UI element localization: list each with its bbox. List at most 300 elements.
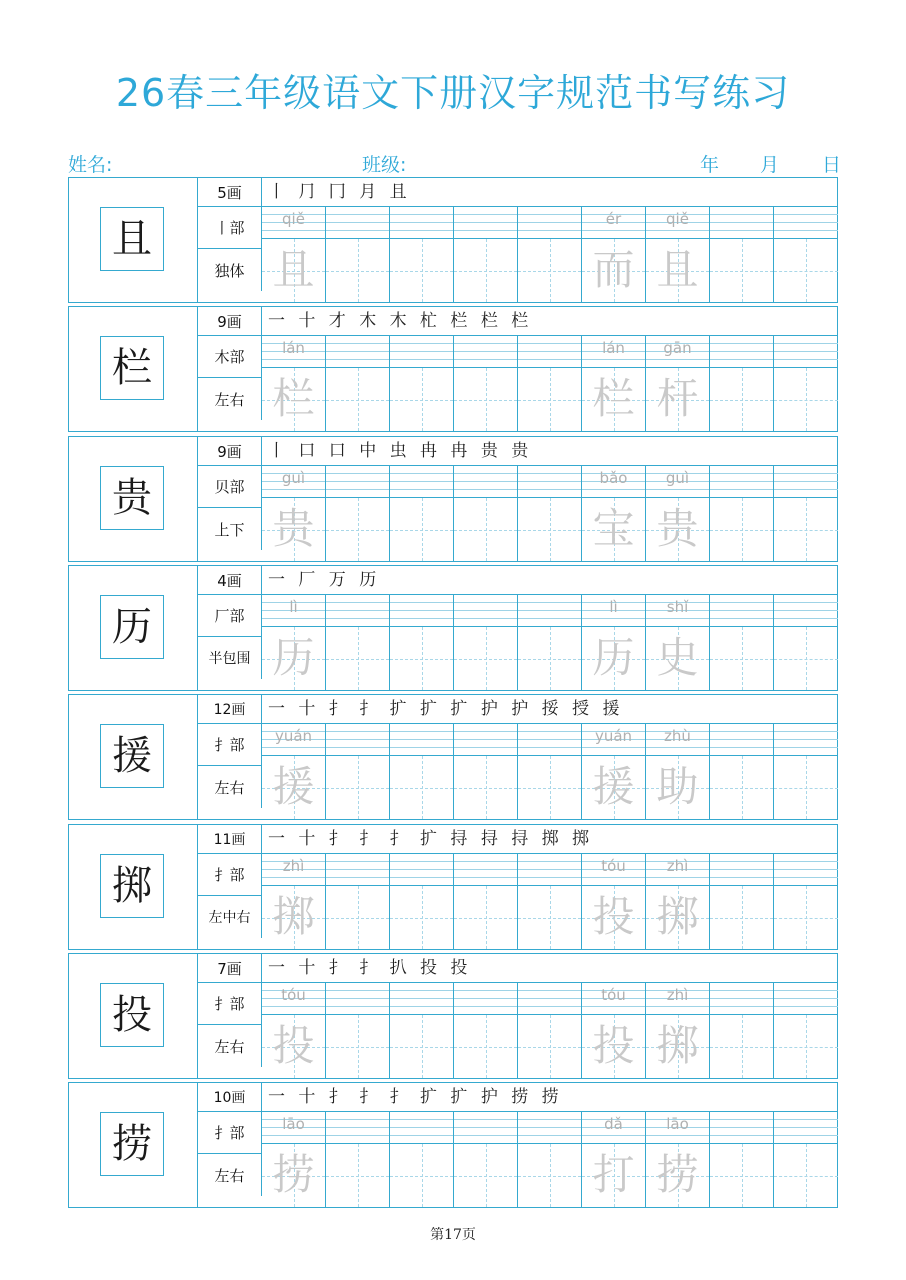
tian-grid — [454, 756, 517, 819]
tian-grid — [710, 368, 773, 431]
tian-grid — [646, 498, 709, 561]
pinyin-lines — [454, 724, 517, 756]
stroke-count: 7画 — [198, 954, 262, 983]
tian-grid — [326, 1015, 389, 1078]
writing-cell[interactable] — [454, 1112, 518, 1207]
pinyin-lines — [454, 466, 517, 498]
pinyin-lines — [774, 207, 838, 239]
pinyin-lines — [582, 207, 645, 239]
pinyin-lines — [582, 595, 645, 627]
pinyin-lines — [390, 1112, 453, 1144]
tian-grid — [774, 627, 838, 690]
tian-grid — [518, 627, 581, 690]
stroke-count: 4画 — [198, 566, 262, 595]
pinyin-lines — [774, 983, 838, 1015]
tian-grid — [518, 1144, 581, 1207]
tian-grid — [774, 368, 838, 431]
writing-cell[interactable] — [262, 854, 326, 949]
writing-cell[interactable] — [390, 983, 454, 1078]
tian-grid — [774, 886, 838, 949]
model-character: 且 — [100, 207, 164, 271]
pinyin-lines — [454, 854, 517, 886]
class-label: 班级: — [362, 154, 407, 176]
writing-grid — [262, 854, 837, 949]
pinyin-text: lì — [609, 598, 618, 616]
model-character: 贵 — [100, 466, 164, 530]
writing-cell[interactable] — [390, 724, 454, 819]
pinyin-lines — [518, 336, 581, 368]
trace-character: 投 — [272, 1021, 315, 1070]
tian-grid — [646, 1015, 709, 1078]
tian-grid — [454, 239, 517, 302]
pinyin-lines — [582, 854, 645, 886]
trace-character — [710, 498, 773, 561]
writing-cell[interactable] — [710, 724, 774, 819]
writing-cell[interactable] — [390, 595, 454, 690]
writing-cell[interactable] — [262, 1112, 326, 1207]
trace-character: 投 — [592, 892, 635, 941]
pinyin-lines — [262, 1112, 325, 1144]
writing-cell[interactable] — [646, 466, 710, 561]
writing-cell[interactable] — [326, 1112, 390, 1207]
structure-label: 左右 — [198, 766, 262, 808]
model-character: 掷 — [100, 854, 164, 918]
trace-character: 宝 — [592, 504, 635, 553]
writing-cell[interactable] — [710, 595, 774, 690]
trace-character — [326, 368, 389, 431]
trace-character: 历 — [272, 633, 315, 682]
trace-character: 助 — [656, 762, 699, 811]
pinyin-lines — [518, 724, 581, 756]
writing-cell[interactable] — [582, 595, 646, 690]
writing-cell[interactable] — [774, 724, 838, 819]
writing-cell[interactable] — [390, 1112, 454, 1207]
trace-character — [390, 368, 453, 431]
tian-grid — [262, 756, 325, 819]
writing-cell[interactable] — [454, 724, 518, 819]
pinyin-lines — [454, 207, 517, 239]
stroke-count: 9画 — [198, 307, 262, 336]
trace-character: 捞 — [272, 1150, 315, 1199]
character-block — [68, 177, 838, 303]
pinyin-lines — [646, 466, 709, 498]
pinyin-lines — [710, 1112, 773, 1144]
pinyin-lines — [262, 983, 325, 1015]
writing-cell[interactable] — [710, 854, 774, 949]
pinyin-lines — [582, 983, 645, 1015]
pinyin-lines — [326, 724, 389, 756]
pinyin-text: lāo — [282, 1115, 305, 1133]
character-block — [68, 824, 838, 950]
structure-label: 半包围 — [198, 637, 262, 679]
writing-cell[interactable] — [454, 983, 518, 1078]
pinyin-lines — [646, 207, 709, 239]
writing-cell[interactable] — [454, 854, 518, 949]
pinyin-lines — [646, 1112, 709, 1144]
pinyin-lines — [646, 854, 709, 886]
writing-cell[interactable] — [390, 336, 454, 431]
trace-character: 打 — [592, 1150, 635, 1199]
pinyin-lines — [582, 724, 645, 756]
trace-character — [390, 1144, 453, 1207]
trace-character — [710, 1015, 773, 1078]
model-character: 历 — [100, 595, 164, 659]
writing-cell[interactable] — [518, 336, 582, 431]
trace-character — [454, 1015, 517, 1078]
pinyin-text: ér — [605, 210, 622, 228]
name-label: 姓名: — [68, 154, 113, 176]
pinyin-lines — [390, 207, 453, 239]
pinyin-lines — [454, 336, 517, 368]
pinyin-lines — [518, 854, 581, 886]
structure-label: 左中右 — [198, 896, 262, 938]
pinyin-lines — [774, 854, 838, 886]
writing-cell[interactable] — [326, 595, 390, 690]
tian-grid — [390, 627, 453, 690]
trace-character: 而 — [592, 245, 635, 294]
writing-cell[interactable] — [518, 1112, 582, 1207]
writing-cell[interactable] — [454, 207, 518, 302]
stroke-order: 一 十 扌 扌 扒 投 投 — [262, 954, 837, 983]
pinyin-text: yuán — [594, 727, 633, 745]
tian-grid — [582, 239, 645, 302]
model-character-cell — [69, 695, 198, 819]
pinyin-text: zhì — [666, 986, 689, 1004]
trace-character — [774, 239, 838, 302]
tian-grid — [710, 1144, 773, 1207]
tian-grid — [326, 498, 389, 561]
writing-cell[interactable] — [326, 983, 390, 1078]
trace-character — [710, 1144, 773, 1207]
writing-cell[interactable] — [582, 336, 646, 431]
trace-character — [454, 1144, 517, 1207]
tian-grid — [518, 368, 581, 431]
tian-grid — [646, 239, 709, 302]
trace-character: 掷 — [272, 892, 315, 941]
pinyin-text: gān — [663, 339, 692, 357]
tian-grid — [326, 368, 389, 431]
pinyin-text: zhù — [664, 727, 691, 745]
trace-character: 援 — [272, 762, 315, 811]
writing-cell[interactable] — [454, 336, 518, 431]
pinyin-lines — [454, 595, 517, 627]
pinyin-lines — [326, 854, 389, 886]
pinyin-lines — [326, 207, 389, 239]
tian-grid — [390, 756, 453, 819]
writing-grid — [262, 466, 837, 561]
model-character: 援 — [100, 724, 164, 788]
tian-grid — [262, 368, 325, 431]
pinyin-lines — [390, 724, 453, 756]
tian-grid — [582, 756, 645, 819]
writing-cell[interactable] — [582, 466, 646, 561]
trace-character — [390, 886, 453, 949]
character-block — [68, 436, 838, 562]
tian-grid — [774, 756, 838, 819]
writing-cell[interactable] — [518, 207, 582, 302]
pinyin-lines — [774, 724, 838, 756]
writing-cell[interactable] — [262, 724, 326, 819]
trace-character — [774, 627, 838, 690]
tian-grid — [454, 886, 517, 949]
model-character: 捞 — [100, 1112, 164, 1176]
stroke-order: 一 厂 万 历 — [262, 566, 837, 595]
writing-cell[interactable] — [710, 466, 774, 561]
trace-character — [326, 756, 389, 819]
tian-grid — [646, 756, 709, 819]
writing-cell[interactable] — [326, 724, 390, 819]
pinyin-text: dǎ — [604, 1115, 623, 1133]
writing-cell[interactable] — [774, 983, 838, 1078]
tian-grid — [518, 498, 581, 561]
writing-cell[interactable] — [582, 724, 646, 819]
pinyin-lines — [262, 854, 325, 886]
pinyin-text: yuán — [274, 727, 313, 745]
model-character: 栏 — [100, 336, 164, 400]
tian-grid — [518, 1015, 581, 1078]
writing-cell[interactable] — [646, 595, 710, 690]
tian-grid — [710, 498, 773, 561]
tian-grid — [710, 886, 773, 949]
radical-label: 厂部 — [198, 595, 262, 637]
pinyin-lines — [262, 336, 325, 368]
tian-grid — [262, 627, 325, 690]
character-block — [68, 565, 838, 691]
writing-cell[interactable] — [646, 207, 710, 302]
tian-grid — [390, 239, 453, 302]
writing-cell[interactable] — [262, 207, 326, 302]
pinyin-lines — [710, 595, 773, 627]
stroke-count: 10画 — [198, 1083, 262, 1112]
structure-label: 左右 — [198, 1154, 262, 1196]
trace-character — [390, 1015, 453, 1078]
writing-cell[interactable] — [390, 207, 454, 302]
writing-cell[interactable] — [454, 466, 518, 561]
trace-character: 史 — [656, 633, 699, 682]
tian-grid — [582, 627, 645, 690]
tian-grid — [390, 1015, 453, 1078]
tian-grid — [390, 498, 453, 561]
tian-grid — [646, 627, 709, 690]
model-character-cell — [69, 178, 198, 302]
character-block — [68, 306, 838, 432]
character-block — [68, 1082, 838, 1208]
pinyin-lines — [582, 1112, 645, 1144]
pinyin-lines — [646, 336, 709, 368]
writing-grid — [262, 595, 837, 690]
tian-grid — [262, 239, 325, 302]
pinyin-lines — [710, 854, 773, 886]
tian-grid — [390, 368, 453, 431]
pinyin-lines — [582, 466, 645, 498]
pinyin-lines — [262, 724, 325, 756]
trace-character — [710, 886, 773, 949]
trace-character: 且 — [656, 245, 699, 294]
stroke-order: 一 十 才 木 木 杧 栏 栏 栏 — [262, 307, 837, 336]
writing-cell[interactable] — [326, 854, 390, 949]
page-title: 26春三年级语文下册汉字规范书写练习 — [115, 71, 791, 115]
pinyin-lines — [454, 983, 517, 1015]
tian-grid — [262, 1144, 325, 1207]
tian-grid — [646, 886, 709, 949]
structure-label: 上下 — [198, 508, 262, 550]
pinyin-lines — [518, 207, 581, 239]
writing-cell[interactable] — [646, 724, 710, 819]
writing-cell[interactable] — [774, 854, 838, 949]
pinyin-lines — [646, 595, 709, 627]
trace-character — [518, 239, 581, 302]
pinyin-lines — [710, 207, 773, 239]
tian-grid — [582, 886, 645, 949]
page-number: 第17页 — [430, 1227, 476, 1243]
writing-cell[interactable] — [582, 207, 646, 302]
writing-cell[interactable] — [582, 1112, 646, 1207]
pinyin-lines — [774, 1112, 838, 1144]
writing-cell[interactable] — [774, 1112, 838, 1207]
tian-grid — [454, 1015, 517, 1078]
writing-cell[interactable] — [518, 854, 582, 949]
stroke-count: 11画 — [198, 825, 262, 854]
trace-character — [326, 627, 389, 690]
trace-character: 栏 — [592, 374, 635, 423]
radical-label: 扌部 — [198, 854, 262, 896]
trace-character: 捞 — [656, 1150, 699, 1199]
trace-character — [518, 498, 581, 561]
trace-character: 掷 — [656, 892, 699, 941]
writing-cell[interactable] — [390, 854, 454, 949]
writing-cell[interactable] — [646, 983, 710, 1078]
trace-character — [518, 1144, 581, 1207]
trace-character — [774, 1144, 838, 1207]
pinyin-lines — [518, 595, 581, 627]
writing-cell[interactable] — [390, 466, 454, 561]
tian-grid — [454, 627, 517, 690]
radical-label: 丨部 — [198, 207, 262, 249]
trace-character — [326, 498, 389, 561]
writing-cell[interactable] — [582, 983, 646, 1078]
trace-character — [710, 239, 773, 302]
pinyin-text: lì — [289, 598, 298, 616]
writing-cell[interactable] — [518, 983, 582, 1078]
trace-character — [774, 756, 838, 819]
writing-cell[interactable] — [774, 207, 838, 302]
model-character: 投 — [100, 983, 164, 1047]
trace-character — [454, 239, 517, 302]
writing-cell[interactable] — [774, 336, 838, 431]
month-label: 月 — [760, 154, 780, 176]
trace-character — [326, 886, 389, 949]
tian-grid — [710, 756, 773, 819]
writing-cell[interactable] — [646, 854, 710, 949]
writing-cell[interactable] — [710, 983, 774, 1078]
writing-cell[interactable] — [326, 466, 390, 561]
trace-character — [774, 1015, 838, 1078]
pinyin-lines — [646, 983, 709, 1015]
pinyin-text: qiě — [666, 210, 689, 228]
pinyin-text: lán — [282, 339, 305, 357]
writing-cell[interactable] — [710, 336, 774, 431]
writing-cell[interactable] — [262, 983, 326, 1078]
tian-grid — [390, 1144, 453, 1207]
character-block — [68, 953, 838, 1079]
trace-character — [454, 886, 517, 949]
pinyin-lines — [390, 595, 453, 627]
writing-cell[interactable] — [454, 595, 518, 690]
trace-character — [390, 756, 453, 819]
stroke-count: 12画 — [198, 695, 262, 724]
writing-grid — [262, 983, 837, 1078]
tian-grid — [646, 1144, 709, 1207]
writing-grid — [262, 1112, 837, 1207]
radical-label: 木部 — [198, 336, 262, 378]
writing-cell[interactable] — [710, 1112, 774, 1207]
stroke-order: 丨 口 口 中 虫 冉 冉 贵 贵 — [262, 437, 837, 466]
writing-cell[interactable] — [262, 466, 326, 561]
writing-cell[interactable] — [774, 595, 838, 690]
trace-character — [518, 627, 581, 690]
writing-cell[interactable] — [262, 336, 326, 431]
writing-cell[interactable] — [262, 595, 326, 690]
tian-grid — [774, 239, 838, 302]
trace-character — [454, 756, 517, 819]
pinyin-lines — [646, 724, 709, 756]
writing-cell[interactable] — [646, 1112, 710, 1207]
tian-grid — [774, 1144, 838, 1207]
year-label: 年 — [700, 154, 720, 176]
writing-cell[interactable] — [518, 724, 582, 819]
pinyin-lines — [326, 983, 389, 1015]
stroke-order: 一 十 扌 扌 扌 扩 挦 挦 挦 掷 掷 — [262, 825, 837, 854]
trace-character — [454, 368, 517, 431]
writing-cell[interactable] — [326, 336, 390, 431]
writing-cell[interactable] — [582, 854, 646, 949]
trace-character — [390, 627, 453, 690]
trace-character: 栏 — [272, 374, 315, 423]
trace-character — [326, 239, 389, 302]
tian-grid — [454, 1144, 517, 1207]
pinyin-lines — [518, 466, 581, 498]
trace-character: 杆 — [656, 374, 699, 423]
trace-character: 历 — [592, 633, 635, 682]
trace-character — [710, 756, 773, 819]
stroke-order: 丨 ⺆ 冂 月 且 — [262, 178, 837, 207]
writing-cell[interactable] — [326, 207, 390, 302]
trace-character — [454, 627, 517, 690]
writing-cell[interactable] — [518, 595, 582, 690]
trace-character — [326, 1015, 389, 1078]
pinyin-lines — [710, 983, 773, 1015]
tian-grid — [582, 1015, 645, 1078]
trace-character — [518, 756, 581, 819]
model-character-cell — [69, 1083, 198, 1207]
tian-grid — [774, 1015, 838, 1078]
tian-grid — [390, 886, 453, 949]
trace-character — [774, 498, 838, 561]
writing-cell[interactable] — [518, 466, 582, 561]
tian-grid — [518, 756, 581, 819]
pinyin-text: lán — [602, 339, 625, 357]
pinyin-text: tóu — [601, 986, 626, 1004]
writing-cell[interactable] — [710, 207, 774, 302]
tian-grid — [262, 886, 325, 949]
writing-cell[interactable] — [774, 466, 838, 561]
trace-character — [518, 1015, 581, 1078]
pinyin-lines — [262, 466, 325, 498]
pinyin-lines — [326, 595, 389, 627]
trace-character — [390, 498, 453, 561]
writing-cell[interactable] — [646, 336, 710, 431]
tian-grid — [582, 368, 645, 431]
